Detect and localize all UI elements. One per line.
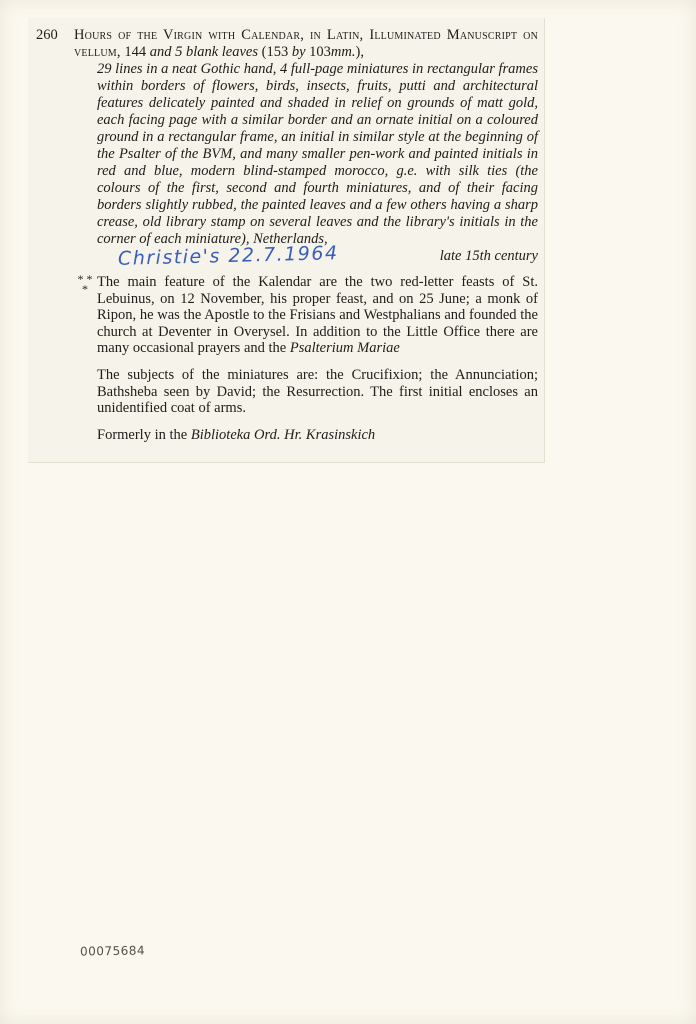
note-psalterium: Psalterium Mariae (289, 340, 400, 357)
note-kalendar-text: The main feature of the Kalendar are the two red-letter feasts of St. Lebuinus, on 12 November, his proper feast, and on 25 June; a monk of Ripon, he was the Apostle to the Frisians and Westphalians and founded the church at Deventer in Overysel. In addition to the Little Office there are many occasional prayers and the (97, 274, 538, 357)
provenance-prefix: Formerly in the (97, 426, 191, 443)
note-paragraph-provenance (76, 427, 538, 444)
date-line (74, 242, 538, 270)
dimensions-unit: mm. (330, 44, 356, 60)
leaf-count: 144 (120, 44, 150, 60)
handwritten-sale-note: Christie's 22.7.1964 (117, 242, 339, 270)
note-paragraph-miniatures: The subjects of the miniatures are: the Crucifixion; the Annunciation; Bathsheba seen by David; the Resurrection. The first initial encloses an unidentified coat of arms. (97, 366, 538, 417)
reference-number: 00075684 (79, 943, 146, 959)
blank-leaves: and 5 blank leaves (149, 44, 259, 60)
note-paragraph-kalendar (76, 274, 538, 357)
provenance-library: Biblioteka Ord. Hr. Krasinskich (190, 426, 376, 443)
asterisk-marker: * * * (77, 272, 93, 296)
dimensions-width: 103 (305, 44, 331, 60)
dimensions-close: ), (355, 44, 364, 60)
lot-title: Hours of the Virgin with Calendar, in Latin, Illuminated Manuscript on vellum, (74, 27, 538, 60)
lot-note (76, 274, 538, 453)
dimensions-open: (153 (258, 44, 292, 60)
lot-entry (74, 27, 538, 270)
lot-description: 29 lines in a neat Gothic hand, 4 full-page miniatures in rectangular frames within borders of flowers, birds, insects, fruits, putti and architectural features delicately painted and shaded in relief on grounds of matt gold, each facing page with a similar border and an ornate initial on a coloured ground in a rectangular frame, an initial in similar style at the beginning of the Psalter of the BVM, and many smaller pen-work and painted initials in red and blue, modern blind-stamped morocco, g.e. with silk ties (the colours of the first, second and fourth miniatures, and of their facing borders slightly rubbed, the painted leaves and a few others having a sharp crease, old library stamp on several leaves and the library's initials in the corner of each miniature), Netherlands, (97, 61, 538, 247)
manuscript-period: late 15th century (439, 248, 538, 264)
lot-number: 260 (36, 27, 58, 43)
dimensions-by: by (291, 44, 306, 60)
